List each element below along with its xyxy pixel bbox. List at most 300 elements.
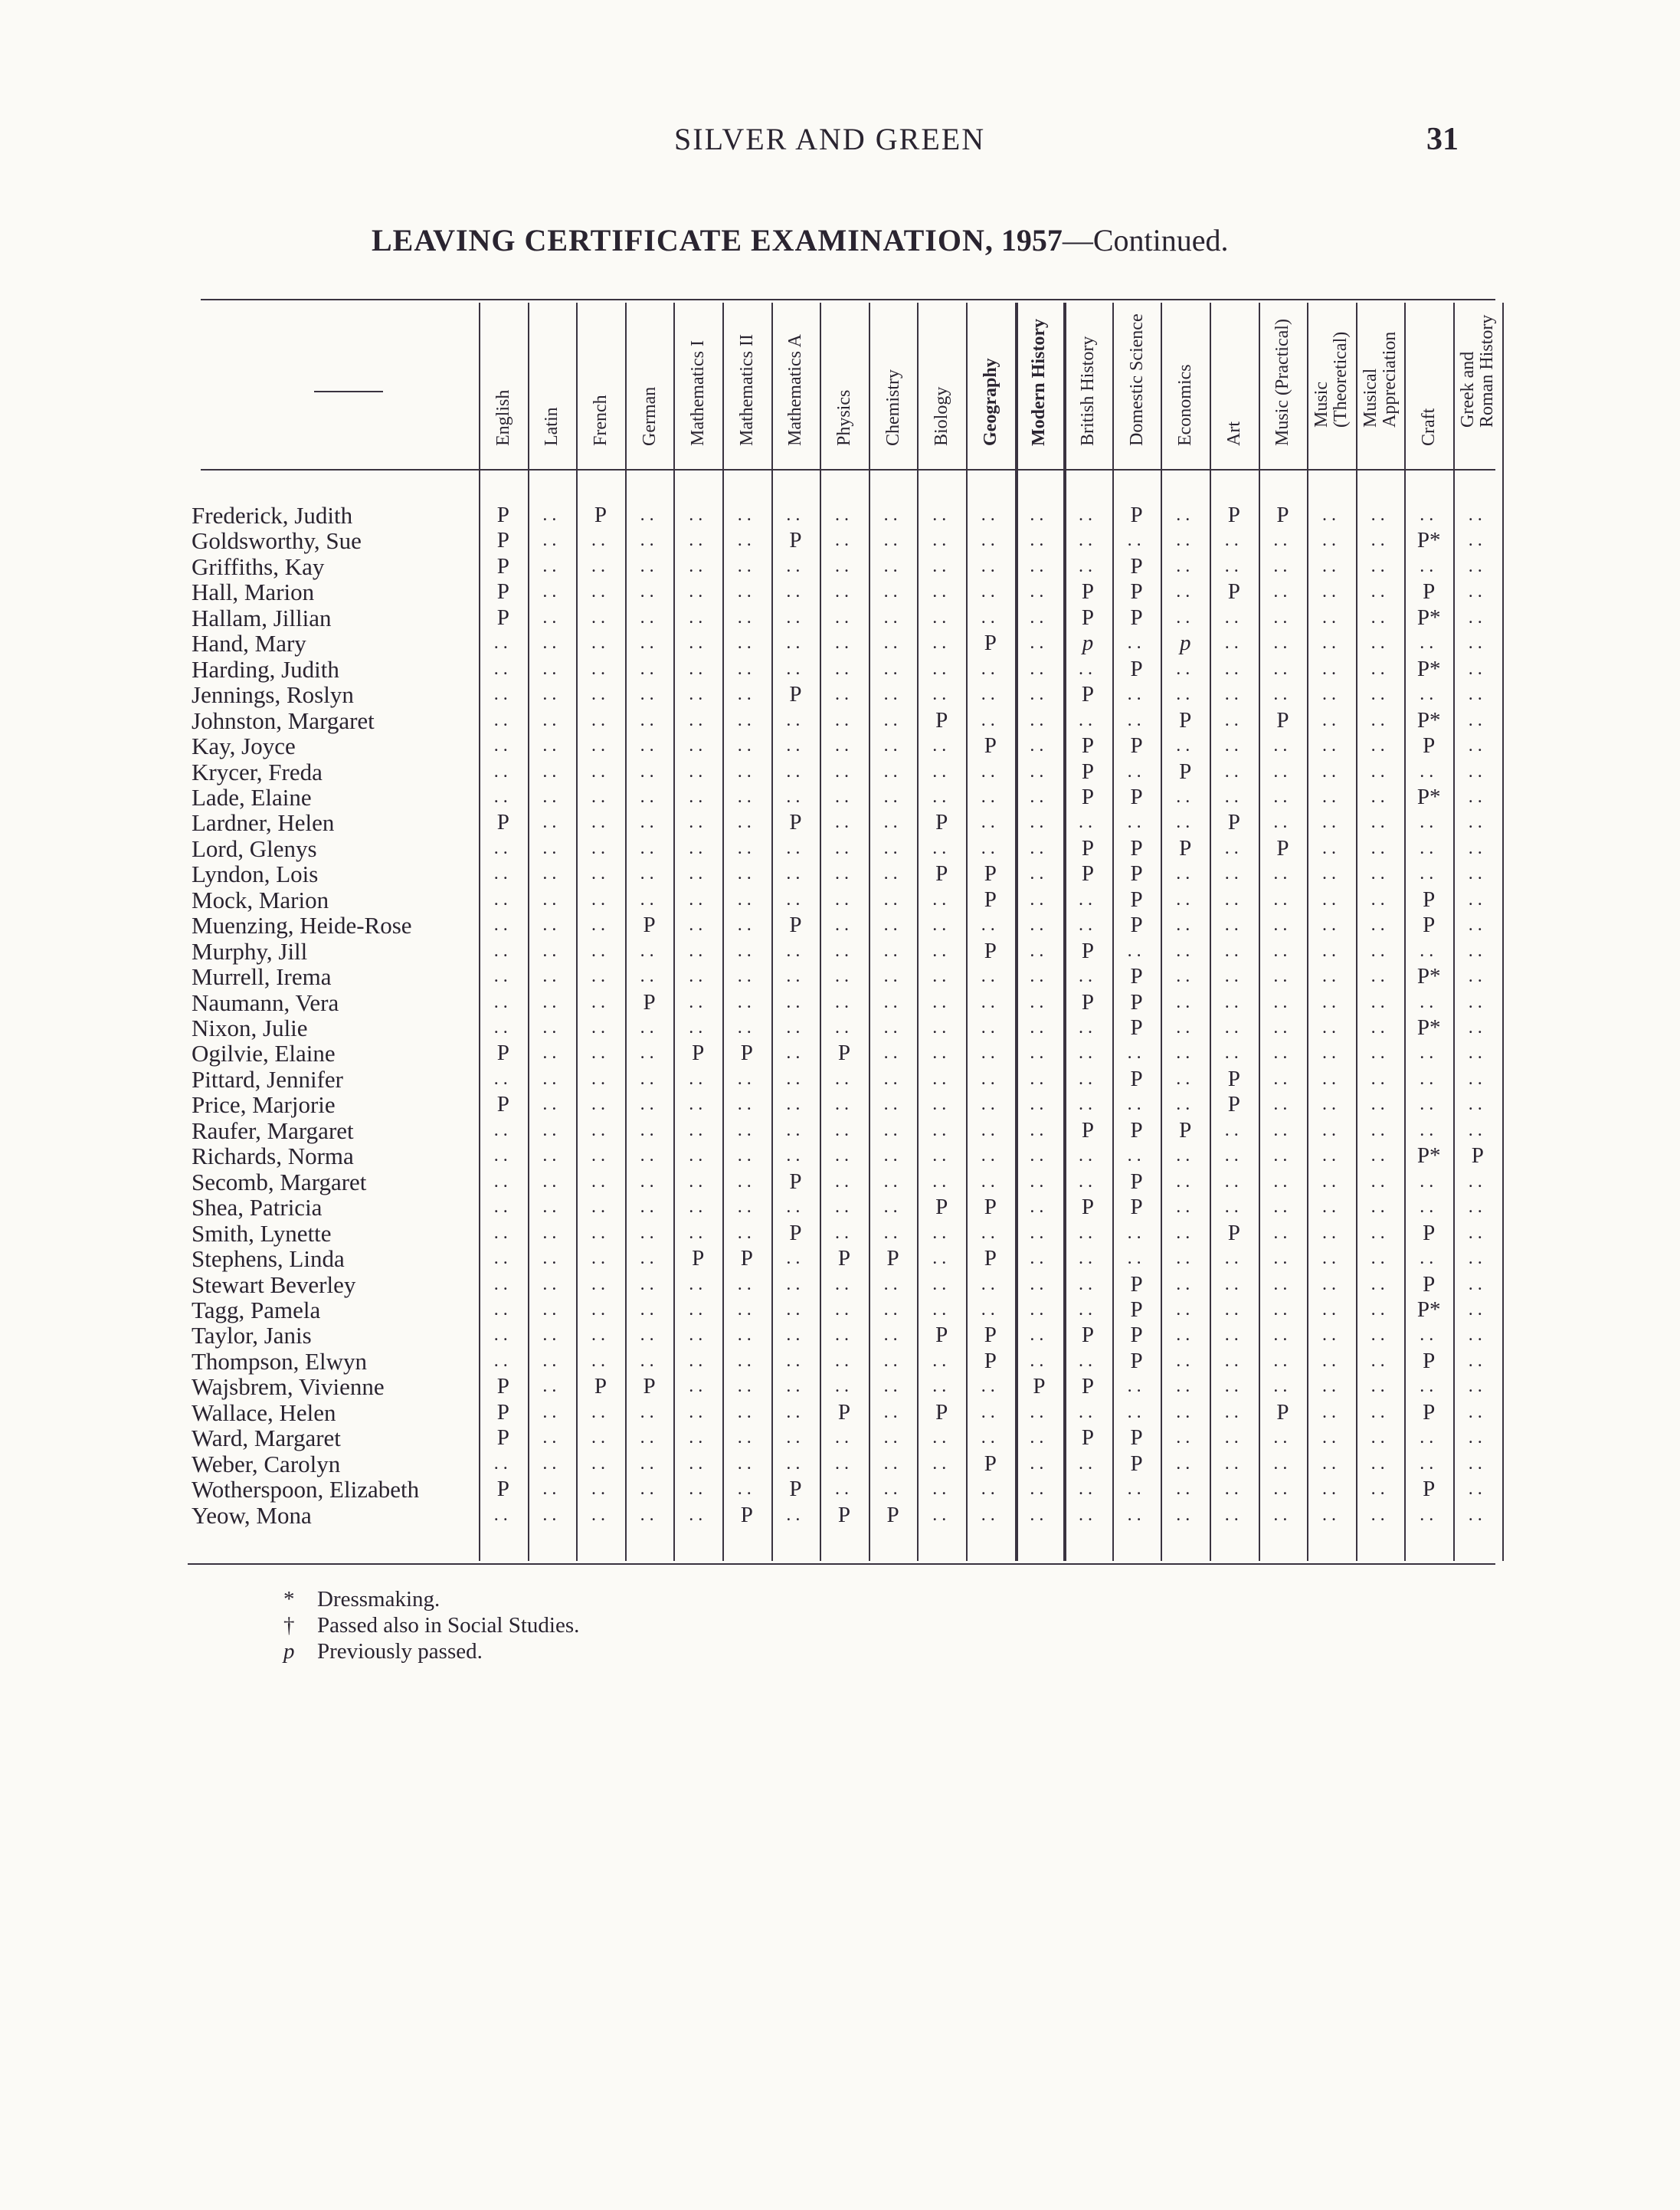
result-blank: .. <box>1468 633 1487 654</box>
result-blank: .. <box>493 710 513 730</box>
result-blank: .. <box>542 710 562 730</box>
result-blank: .. <box>1224 1350 1243 1371</box>
column-header <box>528 313 577 466</box>
result-pass: P <box>935 1195 948 1220</box>
result-blank: .. <box>493 658 513 679</box>
result-blank: .. <box>1224 1018 1243 1038</box>
result-blank: .. <box>542 556 562 576</box>
result-pass: P <box>1179 835 1192 861</box>
result-pass: P <box>1130 1195 1143 1220</box>
result-blank: .. <box>786 1376 805 1397</box>
result-blank: .. <box>883 1325 902 1346</box>
result-blank: .. <box>737 1171 756 1192</box>
student-name-text: Mock, Marion <box>192 886 329 913</box>
result-blank: .. <box>1273 1504 1292 1525</box>
result-blank: .. <box>932 1018 951 1038</box>
result-blank: .. <box>981 786 1000 807</box>
result-blank: .. <box>981 505 1000 525</box>
result-blank: .. <box>786 864 805 884</box>
column-header <box>479 313 528 466</box>
result-blank: .. <box>1371 1222 1390 1243</box>
result-blank: .. <box>591 1068 610 1089</box>
result-blank: .. <box>737 1094 756 1115</box>
result-blank: .. <box>1371 1120 1390 1140</box>
result-blank: .. <box>591 1222 610 1243</box>
result-blank: .. <box>1127 1504 1146 1525</box>
result-blank: .. <box>737 864 756 884</box>
result-blank: .. <box>640 864 659 884</box>
result-pass: P <box>1130 1117 1143 1143</box>
result-pass: P <box>886 1502 899 1527</box>
result-blank: .. <box>689 505 708 525</box>
result-blank: .. <box>1273 736 1292 756</box>
result-blank: .. <box>1468 838 1487 858</box>
result-blank: .. <box>689 633 708 654</box>
result-blank: .. <box>591 582 610 602</box>
result-blank: .. <box>493 889 513 910</box>
result-blank: .. <box>1371 556 1390 576</box>
result-blank: .. <box>1420 684 1439 705</box>
result-blank: .. <box>591 864 610 884</box>
student-name-text: Lade, Elaine <box>192 783 312 811</box>
result-blank: .. <box>591 710 610 730</box>
result-blank: .. <box>883 1146 902 1166</box>
result-blank: .. <box>640 1222 659 1243</box>
result-blank: .. <box>640 1350 659 1371</box>
result-blank: .. <box>834 607 853 628</box>
student-name <box>192 1451 467 1477</box>
result-blank: .. <box>1321 1248 1341 1269</box>
column-divider <box>1502 303 1504 1561</box>
result-blank: .. <box>1224 1299 1243 1320</box>
result-blank: .. <box>883 1402 902 1422</box>
result-blank: .. <box>542 1504 562 1525</box>
result-blank: .. <box>981 761 1000 782</box>
result-blank: .. <box>1224 1146 1243 1166</box>
student-name-text: Hall, Marion <box>192 579 315 606</box>
result-blank: .. <box>542 530 562 551</box>
result-blank: .. <box>591 1428 610 1448</box>
result-blank: .. <box>1224 1274 1243 1294</box>
result-blank: .. <box>981 1274 1000 1294</box>
result-pass: P <box>1081 1195 1095 1220</box>
result-blank: .. <box>834 633 853 654</box>
result-blank: .. <box>1224 838 1243 858</box>
student-name-text: Kay, Joyce <box>192 733 296 760</box>
page-number: 31 <box>1426 122 1459 157</box>
result-blank: .. <box>493 684 513 705</box>
result-blank: .. <box>834 582 853 602</box>
student-name <box>192 554 467 579</box>
result-blank: .. <box>1468 1453 1487 1474</box>
result-pass: P <box>789 1169 802 1194</box>
result-blank: .. <box>883 1171 902 1192</box>
result-blank: .. <box>1371 1453 1390 1474</box>
result-blank: .. <box>1224 1479 1243 1500</box>
result-blank: .. <box>1273 1248 1292 1269</box>
result-blank: .. <box>1078 1248 1097 1269</box>
student-name <box>192 682 467 707</box>
result-blank: .. <box>1176 786 1195 807</box>
result-blank: .. <box>542 966 562 987</box>
result-blank: .. <box>542 992 562 1012</box>
result-blank: .. <box>1273 1171 1292 1192</box>
result-pass: P <box>1130 1425 1143 1451</box>
result-blank: .. <box>1176 1222 1195 1243</box>
result-pass: P <box>1081 1117 1095 1143</box>
student-name-text: Murphy, Jill <box>192 937 308 965</box>
result-blank: .. <box>1371 1094 1390 1115</box>
student-name <box>192 1041 467 1066</box>
result-blank: .. <box>932 1120 951 1140</box>
result-blank: .. <box>591 812 610 833</box>
result-blank: .. <box>932 736 951 756</box>
result-blank: .. <box>1078 915 1097 936</box>
result-blank: .. <box>932 1350 951 1371</box>
result-blank: .. <box>1468 505 1487 525</box>
result-blank: .. <box>1030 992 1049 1012</box>
result-blank: .. <box>786 761 805 782</box>
table-top-rule <box>201 299 1495 300</box>
result-blank: .. <box>1468 736 1487 756</box>
result-blank: .. <box>542 1068 562 1089</box>
result-blank: .. <box>1468 710 1487 730</box>
result-blank: .. <box>689 1171 708 1192</box>
result-blank: .. <box>786 1453 805 1474</box>
result-blank: .. <box>834 1299 853 1320</box>
result-pass: P <box>496 1477 509 1502</box>
student-name <box>192 759 467 785</box>
result-blank: .. <box>932 1094 951 1115</box>
result-blank: .. <box>591 940 610 961</box>
result-blank: .. <box>834 505 853 525</box>
result-blank: .. <box>689 812 708 833</box>
result-pass: P <box>594 1374 607 1399</box>
result-blank: .. <box>981 1171 1000 1192</box>
result-blank: .. <box>1127 761 1146 782</box>
result-pass: P <box>692 1041 705 1066</box>
result-pass: P <box>1081 1374 1095 1399</box>
result-pass: P <box>1423 913 1436 938</box>
student-name-text: Naumann, Vera <box>192 989 339 1016</box>
result-blank: .. <box>1273 582 1292 602</box>
result-pass: P <box>1130 913 1143 938</box>
result-blank: .. <box>1224 556 1243 576</box>
result-blank: .. <box>834 1325 853 1346</box>
result-blank: .. <box>1224 1402 1243 1422</box>
student-name <box>192 579 467 605</box>
result-pass: P <box>935 1323 948 1348</box>
result-blank: .. <box>493 1018 513 1038</box>
result-blank: .. <box>932 684 951 705</box>
result-blank: .. <box>883 530 902 551</box>
result-pass: P <box>1227 1066 1240 1091</box>
result-blank: .. <box>1273 1043 1292 1064</box>
result-blank: .. <box>1468 966 1487 987</box>
result-blank: .. <box>1273 684 1292 705</box>
result-blank: .. <box>1030 505 1049 525</box>
result-blank: .. <box>1078 658 1097 679</box>
result-blank: .. <box>542 1453 562 1474</box>
result-pass: P <box>1081 682 1095 707</box>
result-blank: .. <box>542 1120 562 1140</box>
result-blank: .. <box>1078 556 1097 576</box>
result-pass: P <box>1276 503 1289 527</box>
result-blank: .. <box>1273 1120 1292 1140</box>
student-name-text: Taylor, Janis <box>192 1322 312 1349</box>
result-blank: .. <box>591 1504 610 1525</box>
student-name <box>192 1067 467 1092</box>
result-blank: .. <box>786 1428 805 1448</box>
result-blank: .. <box>981 582 1000 602</box>
result-pass: P <box>1423 1348 1436 1373</box>
result-blank: .. <box>932 889 951 910</box>
result-blank: .. <box>1371 915 1390 936</box>
result-pass: P <box>984 1348 997 1373</box>
result-blank: .. <box>1078 1043 1097 1064</box>
column-header <box>673 313 722 466</box>
result-pass: P <box>1227 1092 1240 1117</box>
result-pass: P <box>1423 1271 1436 1297</box>
result-pass: P <box>1130 1015 1143 1040</box>
result-blank: .. <box>1273 1197 1292 1218</box>
result-blank: .. <box>1030 633 1049 654</box>
result-pass: P <box>935 1399 948 1425</box>
result-blank: .. <box>1127 1222 1146 1243</box>
result-blank: .. <box>1371 1479 1390 1500</box>
result-pass: P <box>643 1374 656 1399</box>
result-blank: .. <box>591 1299 610 1320</box>
result-blank: .. <box>1321 1479 1341 1500</box>
result-blank: .. <box>640 1274 659 1294</box>
result-blank: .. <box>493 786 513 807</box>
column-header <box>1356 313 1405 466</box>
column-header-label: French <box>590 395 611 446</box>
result-blank: .. <box>1468 1350 1487 1371</box>
result-blank: .. <box>932 1299 951 1320</box>
result-blank: .. <box>883 658 902 679</box>
student-name <box>192 990 467 1015</box>
result-blank: .. <box>1224 530 1243 551</box>
result-blank: .. <box>834 761 853 782</box>
result-blank: .. <box>1176 1018 1195 1038</box>
result-blank: .. <box>591 1350 610 1371</box>
result-blank: .. <box>1078 1453 1097 1474</box>
result-blank: .. <box>689 582 708 602</box>
result-blank: .. <box>1176 1248 1195 1269</box>
student-name <box>192 810 467 835</box>
result-blank: .. <box>981 710 1000 730</box>
result-blank: .. <box>981 915 1000 936</box>
student-name-text: Stephens, Linda <box>192 1245 345 1273</box>
result-blank: .. <box>1371 1504 1390 1525</box>
result-blank: .. <box>689 1325 708 1346</box>
result-blank: .. <box>1224 684 1243 705</box>
column-header <box>1112 313 1161 466</box>
footnote-text: Previously passed. <box>317 1639 483 1664</box>
result-blank: .. <box>1273 1094 1292 1115</box>
column-header-label: Physics <box>833 389 854 446</box>
result-blank: .. <box>493 1325 513 1346</box>
result-blank: .. <box>640 761 659 782</box>
column-header-label: Domestic Science <box>1126 313 1147 446</box>
result-blank: .. <box>689 915 708 936</box>
result-blank: .. <box>737 1222 756 1243</box>
column-header-label: Musical Appreciation <box>1360 331 1400 428</box>
result-pass: P <box>496 1041 509 1066</box>
column-header <box>1259 313 1308 466</box>
result-blank: .. <box>1321 786 1341 807</box>
result-pass: p <box>1082 631 1094 656</box>
result-blank: .. <box>1273 966 1292 987</box>
result-blank: .. <box>1420 940 1439 961</box>
result-blank: .. <box>689 710 708 730</box>
result-blank: .. <box>981 1146 1000 1166</box>
result-blank: .. <box>542 1197 562 1218</box>
result-blank: .. <box>737 838 756 858</box>
result-pass: P <box>984 861 997 887</box>
result-blank: .. <box>1176 1402 1195 1422</box>
result-blank: .. <box>883 1479 902 1500</box>
result-blank: .. <box>1273 1222 1292 1243</box>
result-pass: P <box>692 1246 705 1271</box>
result-blank: .. <box>1371 992 1390 1012</box>
result-blank: .. <box>1468 582 1487 602</box>
result-pass: P* <box>1416 1297 1441 1322</box>
result-blank: .. <box>737 992 756 1012</box>
result-blank: .. <box>689 1479 708 1500</box>
result-blank: .. <box>1176 1350 1195 1371</box>
result-pass: P <box>984 1246 997 1271</box>
result-blank: .. <box>493 1120 513 1140</box>
result-blank: .. <box>493 1504 513 1525</box>
result-blank: .. <box>883 1299 902 1320</box>
result-pass: P <box>1081 579 1095 605</box>
student-name-text: Raufer, Margaret <box>192 1116 354 1144</box>
result-blank: .. <box>1371 1197 1390 1218</box>
result-blank: .. <box>737 1146 756 1166</box>
result-blank: .. <box>1321 1094 1341 1115</box>
result-blank: .. <box>932 1428 951 1448</box>
student-name <box>192 1092 467 1117</box>
result-blank: .. <box>689 940 708 961</box>
result-pass: P <box>496 1425 509 1451</box>
result-blank: .. <box>1321 607 1341 628</box>
result-blank: .. <box>932 838 951 858</box>
column-header-label: Mathematics I <box>688 340 709 446</box>
result-blank: .. <box>1273 1350 1292 1371</box>
result-blank: .. <box>689 889 708 910</box>
result-pass: P <box>1081 784 1095 809</box>
result-blank: .. <box>883 1376 902 1397</box>
result-blank: .. <box>542 786 562 807</box>
result-blank: .. <box>1321 1453 1341 1474</box>
result-pass: P <box>837 1041 851 1066</box>
column-header <box>917 313 966 466</box>
result-blank: .. <box>1371 736 1390 756</box>
result-blank: .. <box>1321 1068 1341 1089</box>
student-name <box>192 1118 467 1143</box>
result-blank: .. <box>932 530 951 551</box>
result-blank: .. <box>1176 1504 1195 1525</box>
result-blank: .. <box>1176 1146 1195 1166</box>
result-blank: .. <box>1273 1299 1292 1320</box>
result-blank: .. <box>981 1222 1000 1243</box>
student-name-text: Thompson, Elwyn <box>192 1347 368 1375</box>
result-blank: .. <box>591 736 610 756</box>
footnote-symbol: p <box>283 1639 295 1664</box>
result-blank: .. <box>1321 1428 1341 1448</box>
result-blank: .. <box>737 812 756 833</box>
student-name <box>192 503 467 528</box>
result-blank: .. <box>591 786 610 807</box>
result-blank: .. <box>493 1274 513 1294</box>
result-blank: .. <box>689 607 708 628</box>
result-blank: .. <box>1468 1171 1487 1192</box>
result-pass: P <box>1423 887 1436 912</box>
result-blank: .. <box>1468 940 1487 961</box>
student-name <box>192 1349 467 1374</box>
result-pass: P <box>1471 1143 1484 1169</box>
result-pass: P <box>837 1502 851 1527</box>
result-blank: .. <box>1030 556 1049 576</box>
result-blank: .. <box>786 607 805 628</box>
result-blank: .. <box>1030 1479 1049 1500</box>
result-blank: .. <box>1321 658 1341 679</box>
result-blank: .. <box>1030 1068 1049 1089</box>
result-blank: .. <box>689 556 708 576</box>
result-blank: .. <box>786 658 805 679</box>
result-blank: .. <box>932 1171 951 1192</box>
column-header <box>576 313 625 466</box>
result-pass: P <box>1081 989 1095 1015</box>
result-blank: .. <box>1176 1043 1195 1064</box>
result-blank: .. <box>1030 1350 1049 1371</box>
result-blank: .. <box>981 607 1000 628</box>
result-blank: .. <box>1224 1325 1243 1346</box>
student-name <box>192 1297 467 1323</box>
result-blank: .. <box>883 966 902 987</box>
result-blank: .. <box>542 1094 562 1115</box>
result-blank: .. <box>1224 966 1243 987</box>
result-blank: .. <box>1224 915 1243 936</box>
result-blank: .. <box>591 1171 610 1192</box>
result-blank: .. <box>542 1018 562 1038</box>
result-blank: .. <box>591 556 610 576</box>
result-blank: .. <box>1224 607 1243 628</box>
result-blank: .. <box>542 1171 562 1192</box>
result-blank: .. <box>640 1479 659 1500</box>
result-blank: .. <box>689 1274 708 1294</box>
result-blank: .. <box>1224 1376 1243 1397</box>
student-name-text: Smith, Lynette <box>192 1219 332 1247</box>
result-blank: .. <box>542 684 562 705</box>
result-blank: .. <box>883 1428 902 1448</box>
result-blank: .. <box>640 1428 659 1448</box>
result-blank: .. <box>786 1043 805 1064</box>
result-blank: .. <box>1030 915 1049 936</box>
column-header <box>820 313 869 466</box>
result-blank: .. <box>1468 786 1487 807</box>
student-name <box>192 605 467 631</box>
result-blank: .. <box>1468 658 1487 679</box>
result-blank: .. <box>786 786 805 807</box>
result-blank: .. <box>542 658 562 679</box>
result-pass: P <box>496 1092 509 1117</box>
result-blank: .. <box>981 812 1000 833</box>
result-blank: .. <box>737 1350 756 1371</box>
result-blank: .. <box>737 658 756 679</box>
